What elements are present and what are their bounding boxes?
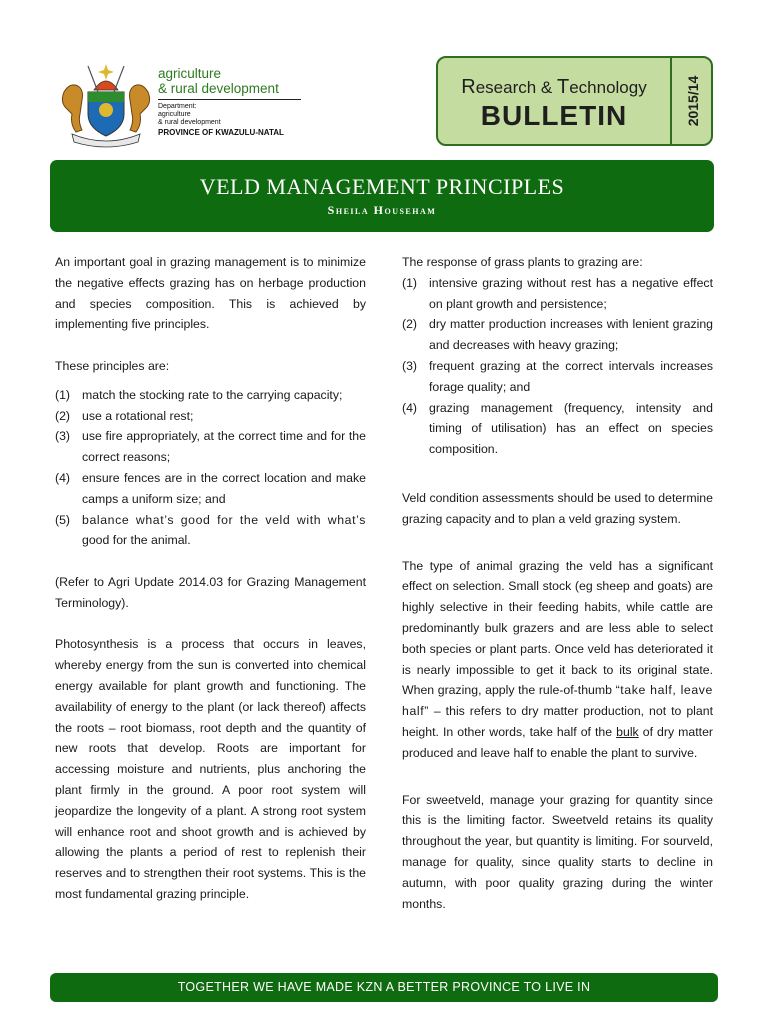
kicker-echnology: echnology [569,78,647,97]
list-number: (1) [55,387,71,402]
principles-heading: These principles are: [55,358,170,373]
list-item [55,426,366,468]
list-item [402,273,713,315]
list-number: (4) [402,400,418,415]
response-heading: The response of grass plants to grazing are: [402,255,643,269]
bulletin-title: BULLETIN [480,100,628,131]
selection-text-1: The type of animal grazing the veld has a significant effect on selection. Small stock (eg sheep and goats) are highly selective in their feeding habits, while cattle are predominantly bulk grazers and are less able to select both species or plant parts. Once veld has deteriorated it is nearly impossible to get it back to its original state. When grazing, apply the rule-of-thumb [402,558,713,698]
list-item [402,314,713,356]
list-text: match the stocking rate to the carrying capacity; [82,387,343,402]
list-item [402,356,713,398]
left-column [55,252,366,905]
right-column [402,252,713,914]
list-text: frequent grazing at the correct intervals increases forage quality; and [429,358,713,394]
bulletin-main [438,58,670,144]
photosynthesis-paragraph: Photosynthesis is a process that occurs in leaves, whereby energy from the sun is converted into chemical energy available for plant growth and functioning. The availability of energy to the plant (or lack thereof) affects the roots – root biomass, root depth and the quantity of new roots that develop. Roots are important for accessing moisture and nutrients, plus anchoring the plant firmly in the ground. A poor root system will jeopardize the longevity of a plant. A strong root system will enhance root and shoot growth and is achieved by allowing the plants a period of rest to replenish their reserves and to strengthen their root systems. This is the most fundamental grazing principle. [55,637,366,901]
list-text: use a rotational rest; [82,408,194,423]
department-logo [58,58,308,148]
list-item [55,385,366,406]
list-item [55,468,366,510]
responses-list [402,273,713,460]
bulk-underlined: bulk [616,724,639,739]
list-item [55,406,366,427]
condition-paragraph: Veld condition assessments should be used to determine grazing capacity and to plan a veld grazing system. [402,490,713,526]
list-number: (1) [402,275,418,290]
article-title: VELD MANAGEMENT PRINCIPLES [199,174,565,199]
dept-small-1: Department: [158,103,197,110]
list-text: grazing management (frequency, intensity and timing of utilisation) has an effect on species composition. [429,400,713,457]
list-text: ensure fences are in the correct location and make camps a uniform size; and [82,470,366,506]
list-number: (5) [55,512,71,527]
selection-text-2: – this refers to dry matter production, not to plant height. In other words, take half of the [402,704,713,739]
footer-slogan: TOGETHER WE HAVE MADE KZN A BETTER PROVINCE TO LIVE IN [177,980,591,994]
principles-list [55,385,366,551]
department-name-block [158,66,308,138]
dept-name-line1: agriculture [158,66,222,81]
list-text: use fire appropriately, at the correct time and for the correct reasons; [82,429,366,465]
dept-name-line2: & rural development [158,81,279,96]
rule-of-thumb-quote: “take half, leave half” [402,683,713,719]
refer-paragraph: (Refer to Agri Update 2014.03 for Grazing Management Terminology). [55,574,366,610]
list-number: (2) [55,408,71,423]
list-text-spaced: balance what’s good for the veld with what’s [82,512,366,527]
title-banner [50,160,714,232]
kzn-coat-of-arms-icon [58,62,154,148]
list-number: (2) [402,317,418,332]
selection-text-3: of dry matter produced and leave half to enable the plant to survive. [402,724,713,760]
sweetveld-paragraph: For sweetveld, manage your grazing for quantity since this is the limiting factor. Sweetveld retains its quality throughout the year, but quantity is limiting. For sourveld, manage for quality, since quality starts to decline in autumn, with poor quality grazing during the winter months. [402,792,713,911]
bulletin-year [672,58,713,144]
footer-banner [50,973,718,1002]
list-number: (3) [402,358,418,373]
intro-paragraph: An important goal in grazing management is to minimize the negative effects grazing has on herbage production and species composition. This is achieved by implementing five principles. [55,255,366,332]
selection-paragraph [402,556,713,764]
bulletin-year-text: 2015/14 [684,75,701,127]
list-text: dry matter production increases with lenient grazing and decreases with heavy grazing; [429,317,713,353]
dept-small-2: agriculture [158,111,191,118]
article-author: Sheila Househam [327,203,437,217]
bulletin-kicker [438,76,670,99]
list-text: intensive grazing without rest has a negative effect on plant growth and persistence; [429,275,713,311]
kicker-esearch: esearch & [475,78,557,97]
list-item [402,398,713,460]
dept-small-3: & rural development [158,119,221,126]
research-technology-bulletin-badge [436,56,713,146]
province-label: PROVINCE OF KWAZULU-NATAL [158,128,284,137]
list-text: good for the animal. [82,533,191,548]
dept-divider [158,99,301,100]
kicker-cap-r: R [461,76,476,98]
list-number: (4) [55,470,71,485]
kicker-cap-t: T [556,76,570,98]
list-item [55,510,366,552]
list-number: (3) [55,429,71,444]
